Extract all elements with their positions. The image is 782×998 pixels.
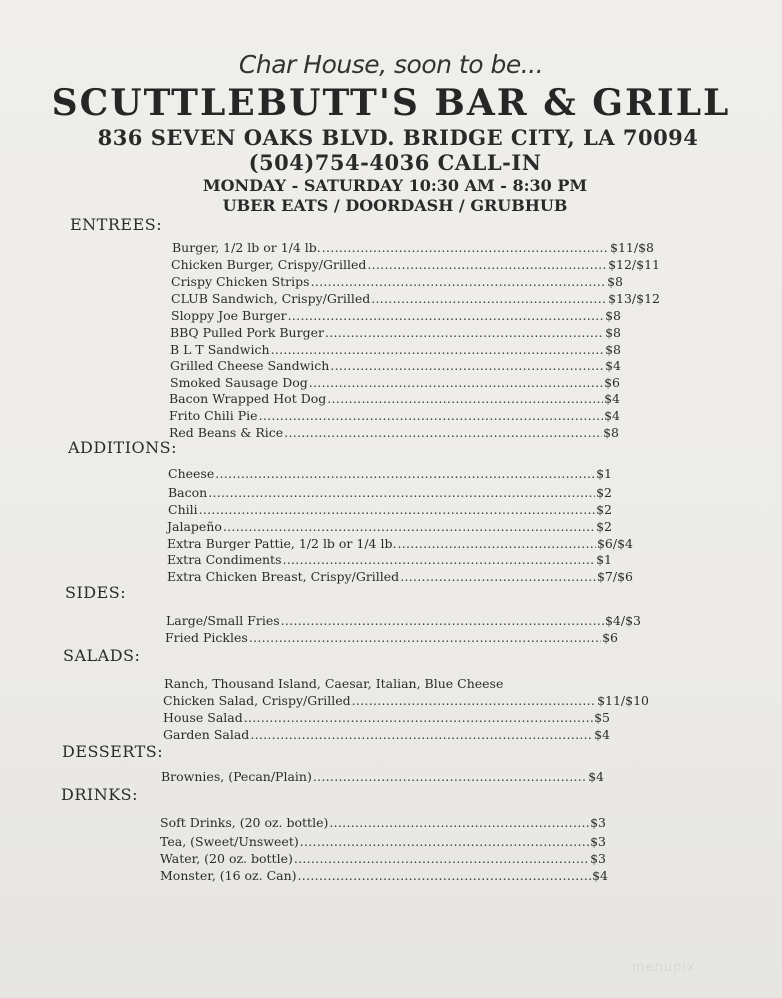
item-price: $3 [590,851,606,866]
menu-item [167,552,612,569]
item-price: $6 [602,630,618,645]
item-price: $5 [594,710,610,725]
item-name: Extra Condiments [167,552,282,567]
menu-item [167,519,612,536]
item-name: Fried Pickles [165,630,248,645]
item-name: BBQ Pulled Pork Burger [170,325,324,340]
item-name: Chili [168,502,198,517]
menu-item [171,291,660,308]
menu-item [160,868,608,885]
item-name: Chicken Salad, Crispy/Grilled [163,693,351,708]
item-price: $4 [604,391,620,406]
menu-item [167,569,633,586]
tagline: Char House, soon to be... [238,50,544,79]
item-price: $2 [596,519,612,534]
item-name: Tea, (Sweet/Unsweet) [160,834,299,849]
menu-item [168,502,612,519]
menu-item [160,851,606,868]
item-price: $2 [596,502,612,517]
menu-item [165,630,618,647]
delivery-services: UBER EATS / DOORDASH / GRUBHUB [222,196,568,215]
menu-item [160,815,606,832]
section-title-salads: SALADS: [63,646,141,665]
menu-item [168,466,612,483]
item-name: Jalapeño [167,519,222,534]
business-hours: MONDAY - SATURDAY 10:30 AM - 8:30 PM [202,176,588,195]
item-name: Chicken Burger, Crispy/Grilled [171,257,367,272]
item-price: $8 [605,325,621,340]
item-name: Large/Small Fries [166,613,280,628]
dressing-options: Ranch, Thousand Island, Caesar, Italian, Blue Cheese [164,676,504,691]
item-name: CLUB Sandwich, Crispy/Grilled [171,291,371,306]
item-name: Brownies, (Pecan/Plain) [161,769,312,784]
item-name: Sloppy Joe Burger [171,308,287,323]
menu-item [160,834,606,851]
item-price: $11/$10 [597,693,649,708]
item-price: $6 [604,375,620,390]
menu-item [170,358,621,375]
item-name: B L T Sandwich [170,342,270,357]
item-price: $8 [607,274,623,289]
address: 836 SEVEN OAKS BLVD. BRIDGE CITY, LA 70094 [97,125,699,150]
item-price: $3 [590,815,606,830]
item-name: Burger, 1/2 lb or 1/4 lb. [172,240,321,255]
item-name: Extra Burger Pattie, 1/2 lb or 1/4 lb. [167,536,397,551]
item-price: $4 [588,769,604,784]
item-price: $13/$12 [608,291,660,306]
menu-item [169,425,619,442]
menu-item [171,257,660,274]
item-price: $4/$3 [604,613,641,628]
item-price: $12/$11 [608,257,660,272]
menu-item [167,536,633,553]
item-price: $1 [596,552,612,567]
menu-item [170,375,620,392]
item-price: $8 [603,425,619,440]
item-price: $4 [594,727,610,742]
menu-item [163,727,610,744]
item-name: Cheese [168,466,215,481]
item-price: $4 [604,408,620,423]
item-name: Water, (20 oz. bottle) [160,851,293,866]
section-title-sides: SIDES: [65,583,127,602]
menu-item [168,485,612,502]
item-name: Smoked Sausage Dog [170,375,308,390]
item-price: $4 [605,358,621,373]
menu-item [171,308,621,325]
item-price: $7/$6 [596,569,633,584]
item-name: Crispy Chicken Strips [171,274,310,289]
item-price: $4 [592,868,608,883]
phone-number: (504)754-4036 CALL-IN [248,150,542,175]
section-title-drinks: DRINKS: [61,785,138,804]
item-price: $1 [596,466,612,481]
item-name: Monster, (16 oz. Can) [160,868,297,883]
menu-item [166,613,641,630]
menu-item [170,342,621,359]
menu-item [169,408,620,425]
item-name: Soft Drinks, (20 oz. bottle) [160,815,329,830]
item-name: House Salad [163,710,243,725]
section-title-entrees: ENTREES: [70,215,163,234]
menu-item [172,240,654,257]
item-price: $6/$4 [596,536,633,551]
item-price: $8 [605,308,621,323]
item-name: Frito Chili Pie [169,408,258,423]
menu-item [163,710,610,727]
item-price: $11/$8 [610,240,654,255]
item-name: Red Beans & Rice [169,425,284,440]
item-name: Extra Chicken Breast, Crispy/Grilled [167,569,400,584]
restaurant-name: SCUTTLEBUTT'S BAR & GRILL [51,82,731,124]
menu-item [161,769,604,786]
section-title-additions: ADDITIONS: [68,438,177,457]
menu-item [170,325,621,342]
watermark: menupix [632,960,696,975]
item-name: Garden Salad [163,727,250,742]
item-name: Grilled Cheese Sandwich [170,358,330,373]
item-price: $2 [596,485,612,500]
menu-item [169,391,620,408]
item-name: Bacon [168,485,208,500]
menu-item [163,693,649,710]
menu-item [171,274,623,291]
item-name: Bacon Wrapped Hot Dog [169,391,327,406]
item-price: $8 [605,342,621,357]
item-price: $3 [590,834,606,849]
section-title-desserts: DESSERTS: [62,742,164,761]
